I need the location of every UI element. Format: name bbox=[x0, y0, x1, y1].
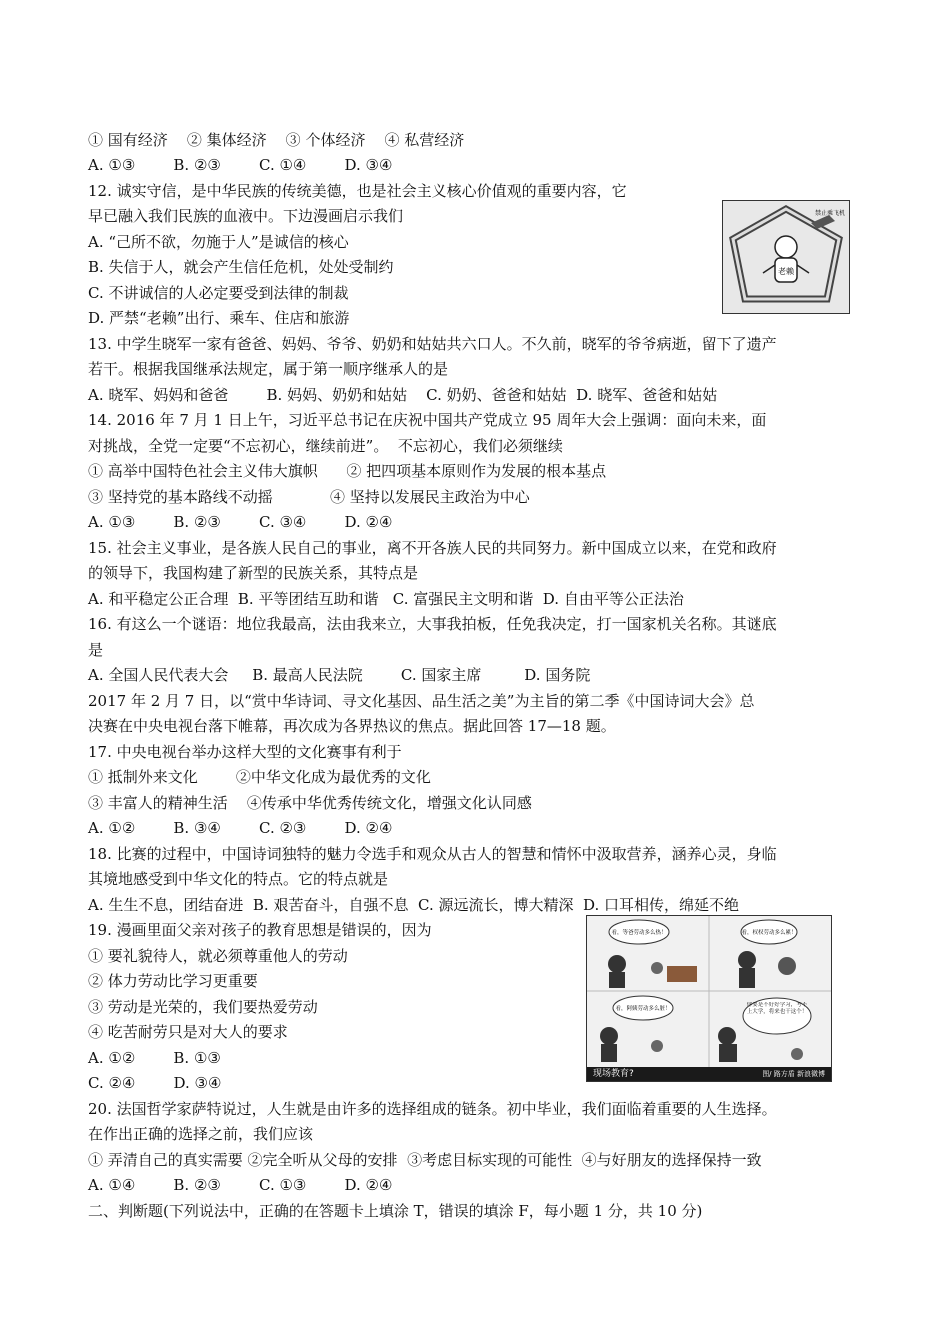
bubble-2: 看，权权劳动多么累！ bbox=[741, 930, 797, 936]
text-line: ③ 坚持党的基本路线不动摇 ④ 坚持以发展民主政治为中心 bbox=[88, 488, 530, 506]
text-line: 13. 中学生晓军一家有爸爸、妈妈、爷爷、奶奶和姑姑共六口人。不久前，晓军的爷爷病逝，留下了遗产 bbox=[88, 335, 777, 353]
text-line: ① 国有经济 ② 集体经济 ③ 个体经济 ④ 私营经济 bbox=[88, 131, 465, 149]
text-line: ① 抵制外来文化 ②中华文化成为最优秀的文化 bbox=[88, 768, 431, 786]
labor-education-cartoon bbox=[586, 915, 832, 1082]
text-line: A. ①② B. ①③ bbox=[88, 1049, 221, 1067]
text-line: 对挑战，全党一定要“不忘初心，继续前进”。 不忘初心，我们必须继续 bbox=[88, 437, 563, 455]
text-line: 20. 法国哲学家萨特说过，人生就是由许多的选择组成的链条。初中毕业，我们面临着重要的人生选择。 bbox=[88, 1100, 777, 1118]
bubble-4: 你要是不好好学习，考不上大学，将来也干这个！ bbox=[746, 1002, 808, 1015]
honesty-cartoon-drawing bbox=[723, 201, 849, 313]
text-line: 2017 年 2 月 7 日，以“赏中华诗词、寻文化基因、品生活之美”为主旨的第二季《中国诗词大会》总 bbox=[88, 692, 755, 710]
cartoon-caption bbox=[587, 1067, 831, 1081]
text-line: 若干。根据我国继承法规定，属于第一顺序继承人的是 bbox=[88, 360, 449, 378]
text-line: 18. 比赛的过程中，中国诗词独特的魅力令选手和观众从古人的智慧和情怀中汲取营养，涵养心灵，身临 bbox=[88, 845, 777, 863]
text-line: 二、判断题(下列说法中，正确的在答题卡上填涂 T，错误的填涂 F，每小题 1 分，共 10 分) bbox=[88, 1202, 703, 1220]
text-line: 17. 中央电视台举办这样大型的文化赛事有利于 bbox=[88, 743, 402, 761]
text-line: 其境地感受到中华文化的特点。它的特点就是 bbox=[88, 870, 389, 888]
text-line: A. ①④ B. ②③ C. ①③ D. ②④ bbox=[88, 1176, 393, 1194]
text-line: A. ①③ B. ②③ C. ①④ D. ③④ bbox=[88, 156, 393, 174]
text-line: A. “己所不欲，勿施于人”是诚信的核心 bbox=[88, 233, 349, 251]
text-line: C. 不讲诚信的人必定要受到法律的制裁 bbox=[88, 284, 349, 302]
text-line: A. 和平稳定公正合理 B. 平等团结互助和谐 C. 富强民主文明和谐 D. 自由平等公正法治 bbox=[88, 590, 684, 608]
text-line: A. ①② B. ③④ C. ②③ D. ②④ bbox=[88, 819, 393, 837]
text-line: A. 晓军、妈妈和爸爸 B. 妈妈、奶奶和姑姑 C. 奶奶、爸爸和姑姑 D. 晓军、爸爸和姑姑 bbox=[88, 386, 718, 404]
text-line: D. 严禁“老赖”出行、乘车、住店和旅游 bbox=[88, 309, 350, 327]
text-line: 在作出正确的选择之前，我们应该 bbox=[88, 1125, 314, 1143]
text-line: ① 要礼貌待人，就必须尊重他人的劳动 bbox=[88, 947, 348, 965]
caption-text: 现场教育? bbox=[593, 1069, 634, 1079]
text-line: ② 体力劳动比学习更重要 bbox=[88, 972, 258, 990]
text-line: 19. 漫画里面父亲对孩子的教育思想是错误的，因为 bbox=[88, 921, 432, 939]
bubble-1: 看，等爸劳动多么热！ bbox=[611, 930, 667, 936]
text-line: ① 弄清自己的真实需要 ②完全听从父母的安排 ③考虑目标实现的可能性 ④与好朋友的选择保持一致 bbox=[88, 1151, 762, 1169]
text-line: 决赛在中央电视台落下帷幕，再次成为各界热议的焦点。据此回答 17—18 题。 bbox=[88, 717, 616, 735]
labor-cartoon-drawing bbox=[587, 916, 831, 1067]
text-line: 12. 诚实守信，是中华民族的传统美德，也是社会主义核心价值观的重要内容，它 bbox=[88, 182, 627, 200]
text-line: ③ 劳动是光荣的，我们要热爱劳动 bbox=[88, 998, 318, 1016]
text-line: 14. 2016 年 7 月 1 日上午，习近平总书记在庆祝中国共产党成立 95 周年大会上强调：面向未来，面 bbox=[88, 411, 767, 429]
text-line: 16. 有这么一个谜语：地位我最高，法由我来立，大事我拍板，任免我决定，打一国家机关名称。其谜底 bbox=[88, 615, 777, 633]
text-line: ③ 丰富人的精神生活 ④传承中华优秀传统文化，增强文化认同感 bbox=[88, 794, 532, 812]
bubble-3: 看，阿姨劳动多么脏！ bbox=[615, 1006, 671, 1012]
cartoon-bubble: 禁止乘飞机 bbox=[815, 210, 846, 217]
text-line: A. 生生不息，团结奋进 B. 艰苦奋斗，自强不息 C. 源远流长，博大精深 D. 口耳相传，绵延不绝 bbox=[88, 896, 740, 914]
text-line: 早已融入我们民族的血液中。下边漫画启示我们 bbox=[88, 207, 404, 225]
cartoon-label: 老赖 bbox=[778, 267, 794, 276]
text-line: B. 失信于人，就会产生信任危机，处处受制约 bbox=[88, 258, 394, 276]
text-line: ① 高举中国特色社会主义伟大旗帜 ② 把四项基本原则作为发展的根本基点 bbox=[88, 462, 607, 480]
text-line: C. ②④ D. ③④ bbox=[88, 1074, 222, 1092]
honesty-cartoon bbox=[722, 200, 850, 314]
text-line: A. 全国人民代表大会 B. 最高人民法院 C. 国家主席 D. 国务院 bbox=[88, 666, 591, 684]
text-line: A. ①③ B. ②③ C. ③④ D. ②④ bbox=[88, 513, 393, 531]
text-line: 15. 社会主义事业，是各族人民自己的事业，离不开各族人民的共同努力。新中国成立以来，在党和政府 bbox=[88, 539, 777, 557]
caption-credit: 图/ 路方盾 新浪微博 bbox=[762, 1070, 825, 1078]
text-line: ④ 吃苦耐劳只是对大人的要求 bbox=[88, 1023, 288, 1041]
text-line: 的领导下，我国构建了新型的民族关系，其特点是 bbox=[88, 564, 419, 582]
text-line: 是 bbox=[88, 641, 104, 659]
